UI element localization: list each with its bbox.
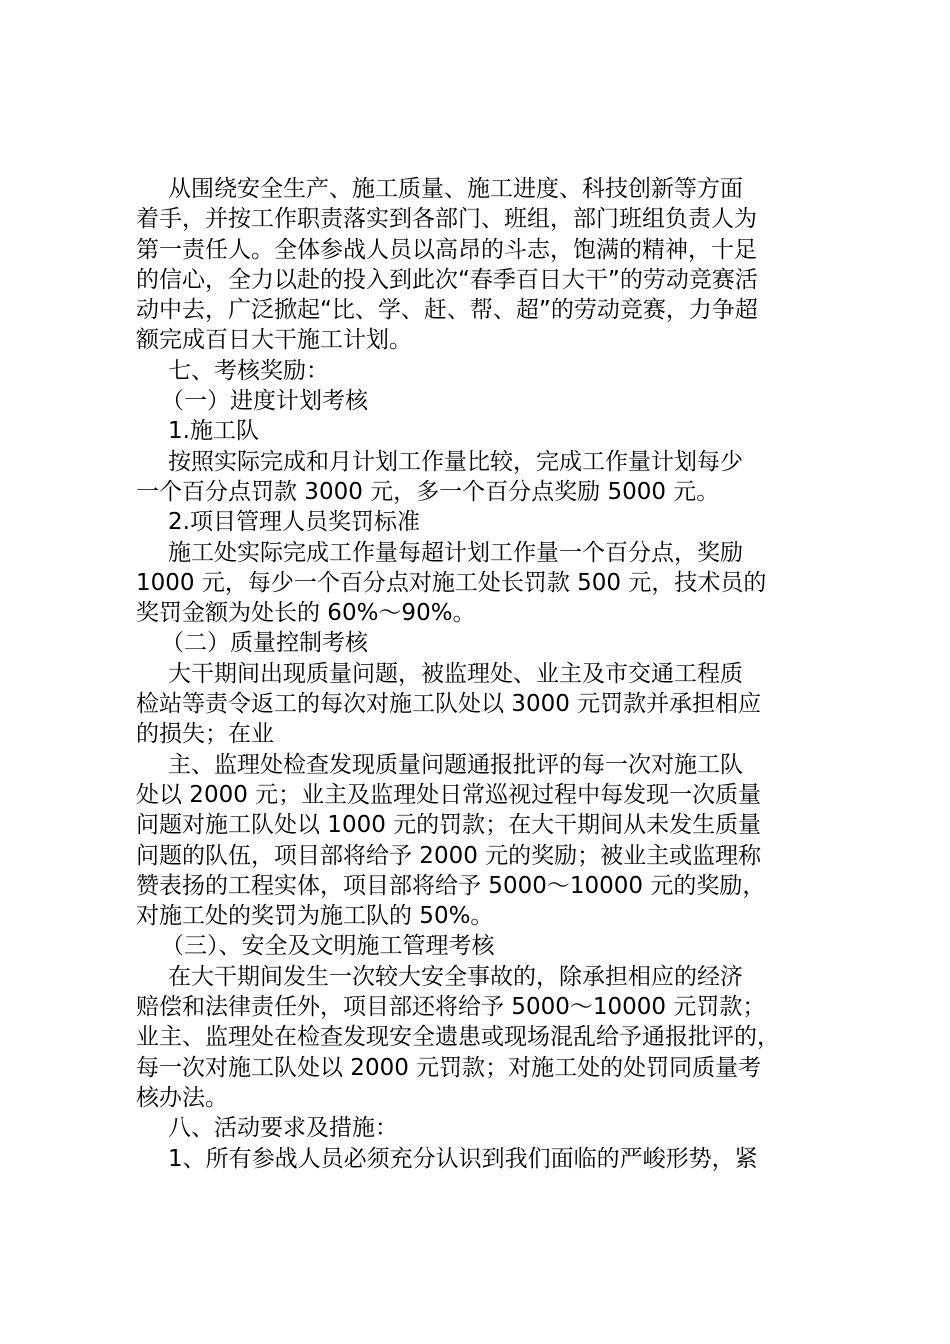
text-line: 在大干期间发生一次较大安全事故的，除承担相应的经济 (168, 963, 743, 990)
section-heading: 七、考核奖励： (168, 357, 329, 384)
text-line: 动中去，广泛掀起“比、学、赶、帮、超”的劳动竞赛，力争超 (136, 297, 758, 324)
text-line: 主、监理处检查发现质量问题通报批评的每一次对施工队 (168, 751, 743, 778)
text-line: 额完成百日大干施工计划。 (136, 327, 412, 354)
section-heading: 八、活动要求及措施： (168, 1115, 398, 1142)
text-line: 1000 元，每少一个百分点对施工处长罚款 500 元，技术员的 (136, 569, 767, 596)
text-line: 1、所有参战人员必须充分认识到我们面临的严峻形势，紧 (168, 1145, 758, 1172)
text-line: 对施工处的奖罚为施工队的 50%。 (136, 903, 494, 930)
document-body (136, 174, 836, 1174)
text-line: 一个百分点罚款 3000 元，多一个百分点奖励 5000 元。 (136, 478, 720, 505)
text-line: 按照实际完成和月计划工作量比较，完成工作量计划每少 (168, 448, 743, 475)
text-line: 问题对施工队处以 1000 元的罚款；在大干期间从未发生质量 (136, 812, 762, 839)
text-line: 业主、监理处在检查发现安全遗患或现场混乱给予通报批评的， (136, 1024, 780, 1051)
text-line: 检站等责令返工的每次对施工队处以 3000 元罚款并承担相应 (136, 691, 762, 718)
text-line: 第一责任人。全体参战人员以高昂的斗志，饱满的精神，十足 (136, 236, 757, 263)
text-line: 问题的队伍，项目部将给予 2000 元的奖励；被业主或监理称 (136, 842, 762, 869)
text-line: 奖罚金额为处长的 60%～90%。 (136, 600, 476, 627)
subsection-heading: 2.项目管理人员奖罚标准 (168, 509, 420, 536)
subsection-heading: （三）、安全及文明施工管理考核 (161, 933, 495, 960)
text-line: 处以 2000 元；业主及监理处日常巡视过程中每发现一次质量 (136, 781, 762, 808)
text-line: 大干期间出现质量问题，被监理处、业主及市交通工程质 (168, 660, 743, 687)
text-line: 赔偿和法律责任外，项目部还将给予 5000～10000 元罚款； (136, 994, 766, 1021)
text-line: 从围绕安全生产、施工质量、施工进度、科技创新等方面 (168, 176, 743, 202)
text-line: 核办法。 (136, 1084, 228, 1111)
text-line: 的信心，全力以赴的投入到此次“春季百日大干”的劳动竞赛活 (136, 266, 758, 293)
subsection-heading: （一）进度计划考核 (161, 388, 368, 415)
subsection-heading: （二）质量控制考核 (161, 630, 368, 657)
text-line: 赞表扬的工程实体，项目部将给予 5000～10000 元的奖励， (136, 872, 766, 899)
text-line: 着手，并按工作职责落实到各部门、班组，部门班组负责人为 (136, 206, 757, 233)
subsection-heading: 1.施工队 (168, 418, 259, 445)
text-line: 的损失；在业 (136, 721, 274, 748)
text-line: 施工处实际完成工作量每超计划工作量一个百分点，奖励 (168, 539, 743, 566)
text-line: 每一次对施工队处以 2000 元罚款；对施工处的处罚同质量考 (136, 1054, 762, 1081)
